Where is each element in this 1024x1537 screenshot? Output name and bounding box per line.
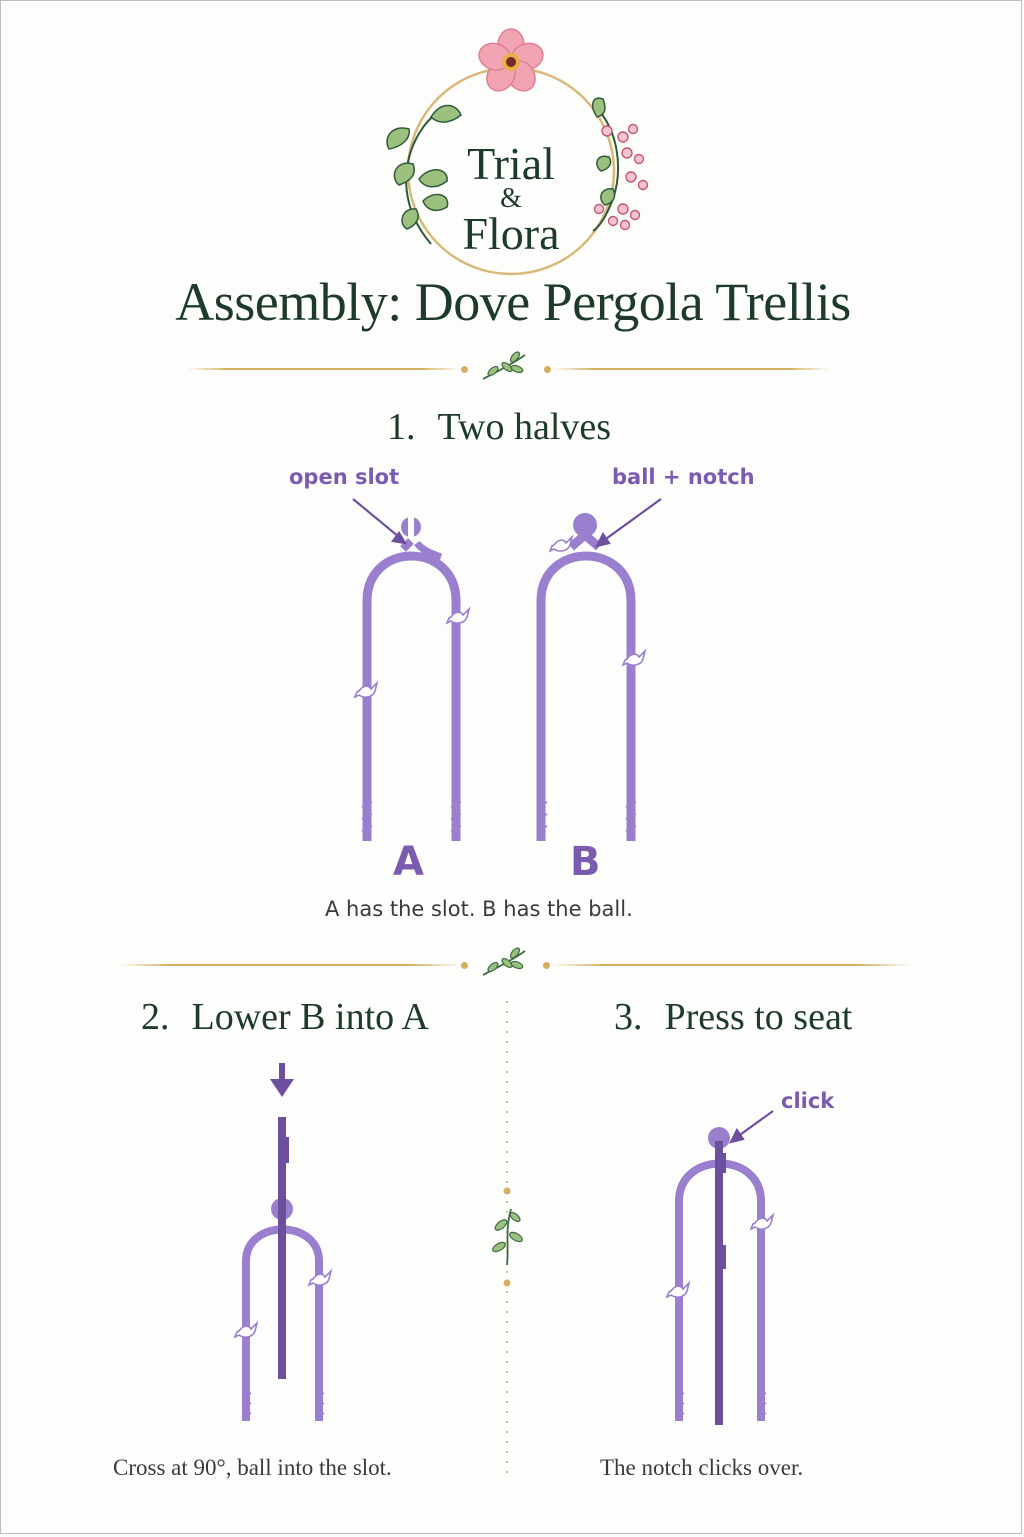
callout-arrow bbox=[597, 499, 661, 546]
brand-ampersand: & bbox=[500, 183, 522, 214]
callout-arrow bbox=[731, 1111, 773, 1142]
callout-open-slot: open slot bbox=[289, 465, 400, 489]
trellis-half-a bbox=[362, 511, 461, 841]
step-2-label: Lower B into A bbox=[191, 996, 429, 1038]
trellis-half-b-edge bbox=[715, 1141, 723, 1425]
sprig-icon bbox=[483, 946, 525, 975]
brand-name-line1: Trial bbox=[467, 138, 555, 189]
part-a-label: A bbox=[393, 839, 424, 885]
down-arrow-icon bbox=[270, 1063, 294, 1097]
trellis-half-b-edge bbox=[278, 1117, 286, 1379]
dove-icon bbox=[550, 537, 572, 551]
callout-ball-notch: ball + notch bbox=[612, 465, 755, 489]
callout-click: click bbox=[781, 1089, 835, 1113]
step-1-caption: A has the slot. B has the ball. bbox=[325, 897, 633, 921]
step-2-caption: Cross at 90°, ball into the slot. bbox=[113, 1455, 392, 1480]
trellis-half-b bbox=[537, 513, 636, 841]
sprig-icon bbox=[491, 1209, 524, 1265]
step-2-number: 2. bbox=[141, 996, 170, 1038]
step-1-number: 1. bbox=[387, 406, 416, 448]
page-title: Assembly: Dove Pergola Trellis bbox=[175, 272, 851, 332]
step-3-label: Press to seat bbox=[664, 996, 853, 1038]
part-b-label: B bbox=[570, 839, 601, 885]
step-3-number: 3. bbox=[614, 996, 643, 1038]
step-3-caption: The notch clicks over. bbox=[600, 1455, 804, 1480]
assembly-illustrations bbox=[1, 1, 1024, 1537]
brand-name-line2: Flora bbox=[462, 208, 560, 259]
sprig-icon bbox=[483, 350, 525, 379]
step-1-label: Two halves bbox=[437, 406, 612, 448]
callout-arrow bbox=[353, 499, 405, 543]
